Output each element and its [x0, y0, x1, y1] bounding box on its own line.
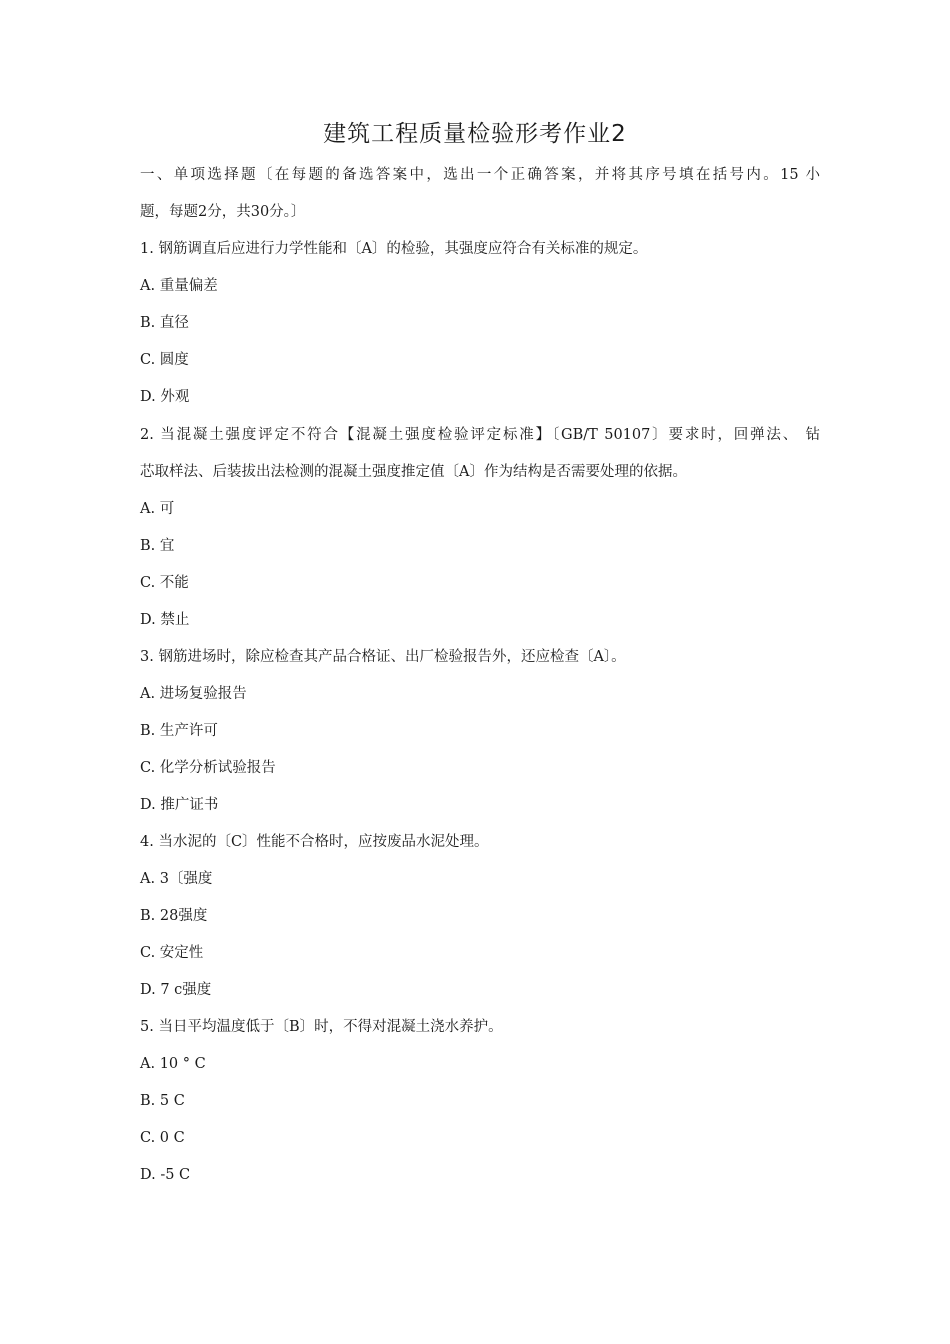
question-5-option-b: B. 5 C	[140, 1093, 185, 1109]
question-3-option-b: B. 生产许可	[140, 723, 218, 739]
question-1-text: 1. 钢筋调直后应进行力学性能和〔A〕的检验，其强度应符合有关标准的规定。	[140, 241, 648, 257]
question-3-text: 3. 钢筋进场时，除应检查其产品合格证、出厂检验报告外，还应检查〔A〕。	[140, 649, 626, 665]
question-2-option-b: B. 宜	[140, 538, 175, 554]
question-5-option-d: D. -5 C	[140, 1167, 191, 1183]
question-4-option-b: B. 28强度	[140, 908, 208, 924]
question-1-option-a: A. 重量偏差	[140, 278, 218, 294]
question-4-text: 4. 当水泥的〔C〕性能不合格时，应按废品水泥处理。	[140, 834, 489, 850]
question-2-text-line-2: 芯取样法、后装拔出法检测的混凝土强度推定值〔A〕作为结构是否需要处理的依据。	[140, 464, 687, 480]
question-2-text-line-1: 2. 当混凝土强度评定不符合【混凝土强度检验评定标准】〔GB/T 50107〕要求时，回弹法、 钻	[140, 427, 820, 443]
question-4-option-c: C. 安定性	[140, 945, 204, 961]
question-1-option-c: C. 圆度	[140, 352, 189, 368]
question-5-option-c: C. 0 C	[140, 1130, 185, 1146]
question-5-option-a: A. 10 ° C	[140, 1056, 206, 1072]
question-4-option-a: A. 3〔强度	[140, 871, 213, 887]
question-2-option-d: D. 禁止	[140, 612, 190, 628]
question-3-option-d: D. 推广证书	[140, 797, 219, 813]
question-3-option-c: C. 化学分析试验报告	[140, 760, 276, 776]
question-1-option-d: D. 外观	[140, 389, 190, 405]
question-4-option-d: D. 7 c强度	[140, 982, 212, 998]
question-5-text: 5. 当日平均温度低于〔B〕时，不得对混凝土浇水养护。	[140, 1019, 503, 1035]
question-2-option-c: C. 不能	[140, 575, 189, 591]
question-2-option-a: A. 可	[140, 501, 175, 517]
question-1-option-b: B. 直径	[140, 315, 189, 331]
document-title: 建筑工程质量检验形考作业2	[323, 121, 627, 147]
question-3-option-a: A. 进场复验报告	[140, 686, 247, 702]
section-heading-line-2: 题，每题2分，共30分。〕	[140, 204, 306, 220]
section-heading-line-1: 一、单项选择题〔在每题的备选答案中，选出一个正确答案，并将其序号填在括号内。15 小	[140, 167, 820, 183]
